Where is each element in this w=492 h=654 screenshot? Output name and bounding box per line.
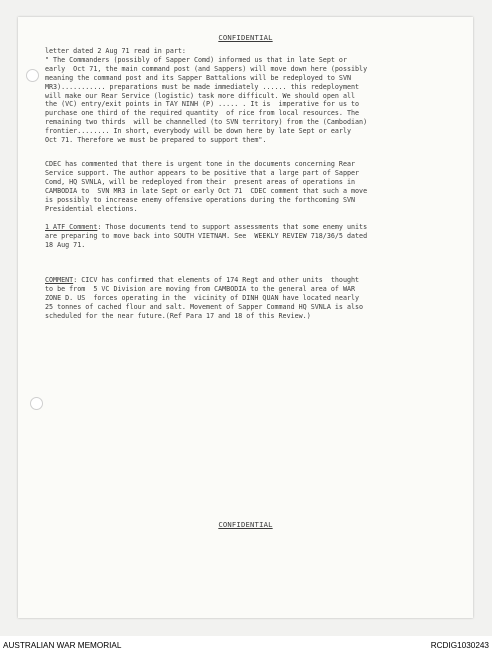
text-line: scheduled for the near future.(Ref Para 17 and 18 of this Review.) (45, 311, 311, 320)
text-line: the (VC) entry/exit points in TAY NINH (P) ..... . It is imperative for us to (45, 100, 360, 109)
archive-record-id: RCDIG1030243 (430, 641, 489, 650)
text-line: purchase one third of the required quantity of rice from local resources. The (45, 109, 360, 118)
paragraph-comment (45, 276, 425, 321)
comment-label: COMMENT (45, 276, 74, 284)
text-line: early Oct 71, the main command post (and Sappers) will move down here (possibly (45, 64, 368, 73)
text-line: remaining two thirds will be channelled (to SVN territory) from the (Cambodian) (45, 118, 368, 127)
classification-footer: CONFIDENTIAL (218, 520, 273, 529)
text-line: to be from 5 VC Division are moving from CAMBODIA to the general area of WAR (45, 284, 356, 293)
paragraph-cdec (45, 160, 425, 213)
text-line: frontier........ In short, everybody will be down here by late Sept or early (45, 127, 351, 136)
classification-header: CONFIDENTIAL (218, 33, 273, 42)
text-line: 25 tonnes of cached flour and salt. Movement of Sapper Command HQ SVNLA is also (45, 302, 364, 311)
text-line: Presidential elections. (45, 204, 138, 213)
text-line: Comd, HQ SVNLA, will be redeployed from their present areas of operations in (45, 177, 356, 186)
text-line: " The Commanders (possibly of Sapper Comd) informed us that in late Sept or (45, 55, 347, 64)
archive-footer (0, 636, 492, 654)
paragraph-intro (45, 47, 425, 145)
text-line: MR3)........... preparations must be made immediately ...... this redeployment (45, 82, 360, 91)
punch-hole-top (26, 69, 39, 82)
text-line: ZONE D. US forces operating in the vicinity of DINH QUAN have located nearly (45, 293, 360, 302)
atf-comment-label: 1 ATF Comment (45, 223, 98, 231)
text-line: are preparing to move back into SOUTH VIETNAM. See WEEKLY REVIEW 718/36/5 dated (45, 231, 368, 240)
text-line: will make our Rear Service (logistic) task more difficult. We should open all (45, 91, 356, 100)
text-line: : Those documents tend to support assessments that some enemy units (97, 223, 368, 231)
text-line: CAMBODIA to SVN MR3 in late Sept or early Oct 71 CDEC comment that such a move (45, 186, 368, 195)
text-line: 18 Aug 71. (45, 240, 86, 249)
text-line: : CICV has confirmed that elements of 174 Regt and other units thought (73, 276, 360, 284)
text-line: CDEC has commented that there is urgent tone in the documents concerning Rear (45, 160, 356, 168)
document-page (18, 17, 473, 618)
text-line: Service support. The author appears to be positive that a large part of Sapper (45, 168, 360, 177)
archive-source: AUSTRALIAN WAR MEMORIAL (3, 641, 122, 650)
text-line: is possibly to increase enemy offensive operations during the forthcoming SVN (45, 195, 356, 204)
text-line: letter dated 2 Aug 71 read in part: (45, 47, 186, 55)
paragraph-atf-comment (45, 223, 425, 250)
text-line: meaning the command post and its Sapper Battalions will be redeployed to SVN (45, 73, 351, 82)
text-line: Oct 71. Therefore we must be prepared to support them". (45, 136, 267, 145)
punch-hole-bottom (30, 397, 43, 410)
